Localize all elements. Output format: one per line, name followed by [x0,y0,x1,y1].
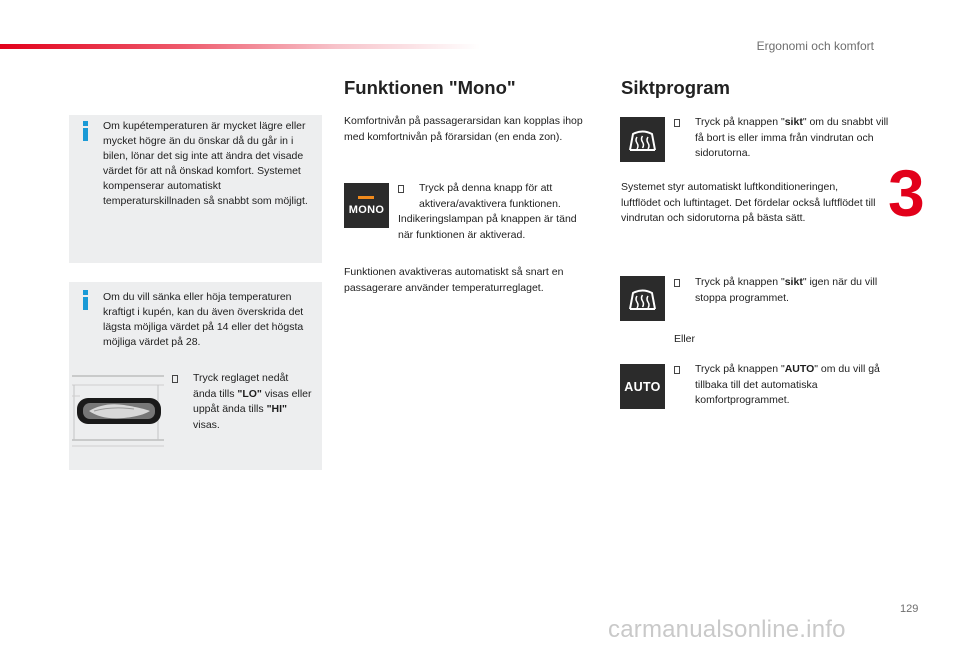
lever-text-2: visas eller uppåt ända tills [193,387,312,415]
sikt-bullet-1-pre: Tryck på knappen " [695,116,785,128]
sikt-heading: Siktprogram [621,77,730,98]
bullet-icon [674,119,680,127]
mono-button-icon [344,183,389,228]
sikt-bullet-2-post: " igen när du vill stoppa programmet. [695,276,878,304]
info-icon [82,290,88,310]
mono-indicator: Indikeringslampan på knappen är tänd när funktionen är aktiverad. [398,213,577,241]
bullet-icon [172,375,178,383]
auto-button-label: AUTO [624,379,661,394]
info-text-temperature: Om kupétemperaturen är mycket lägre eller mycket högre än du önskar då du går in i bilen, lönar det sig inte att ändra det visade värdet för att nå önskad komfort. Systemet kompenserar automatiskt temperaturskillnaden så snabbt som möjligt. [103,120,308,207]
sikt-bullet-2-key: sikt [784,276,803,288]
sikt-bullet-3-key: AUTO [784,363,815,375]
mono-intro: Komfortnivån på passagerarsidan kan kopplas ihop med komfortnivån på förarsidan (en enda zon). [344,115,583,143]
mono-bullet-text: Tryck på denna knapp för att aktivera/avaktivera funktionen. [419,182,561,210]
windscreen-demist-icon [620,117,665,162]
sikt-bullet-3-pre: Tryck på knappen " [695,363,785,375]
sikt-or: Eller [674,333,696,345]
lever-instruction [172,371,314,433]
bullet-icon [398,185,404,193]
sikt-bullet-2-pre: Tryck på knappen " [695,276,785,288]
lever-text-3: visas. [193,418,220,431]
info-text-extremes: Om du vill sänka eller höja temperaturen kraftigt i kupén, kan du även överskrida det lägsta möjliga värdet på 14 eller det högsta möjliga värdet på 28. [103,291,304,348]
temperature-lever-illustration [72,372,167,448]
mono-auto-off: Funktionen avaktiveras automatiskt så snart en passagerare använder temperaturreglaget. [344,266,564,294]
sikt-bullet-1-key: sikt [784,116,803,128]
mono-button-label: MONO [348,203,385,216]
lever-text-hi: "HI" [266,403,288,415]
sikt-bullet-1 [674,115,893,162]
bullet-icon [674,366,680,374]
sikt-description: Systemet styr automatiskt luftkonditioneringen, luftflödet och luftintaget. Det fördelar också luftflödet till vindrutan och sidorutorna på bästa sätt. [621,181,876,224]
chapter-title: Ergonomi och komfort [756,39,874,53]
bullet-icon [674,279,680,287]
lever-text-1: Tryck reglaget nedåt ända tills [193,372,289,400]
info-box-temperature [69,115,322,263]
sikt-bullet-3-post: " om du vill gå tillbaka till det automatiska komfortprogrammet. [695,363,880,406]
info-icon [82,121,88,141]
mono-bullet [398,181,599,212]
mono-heading: Funktionen "Mono" [344,77,516,98]
auto-button-icon [620,364,665,409]
windscreen-demist-icon [620,276,665,321]
info-box-extremes [69,282,322,470]
page-number: 129 [900,603,919,615]
watermark: carmanualsonline.info [608,616,846,643]
lever-text-lo: "LO" [237,387,262,400]
header-accent-bar [0,44,480,49]
chapter-number: 3 [888,156,925,230]
sikt-bullet-1-post: " om du snabbt vill få bort is eller imma från vindrutan och sidorutorna. [695,116,889,159]
sikt-bullet-3 [674,362,897,409]
sikt-bullet-2 [674,275,897,306]
